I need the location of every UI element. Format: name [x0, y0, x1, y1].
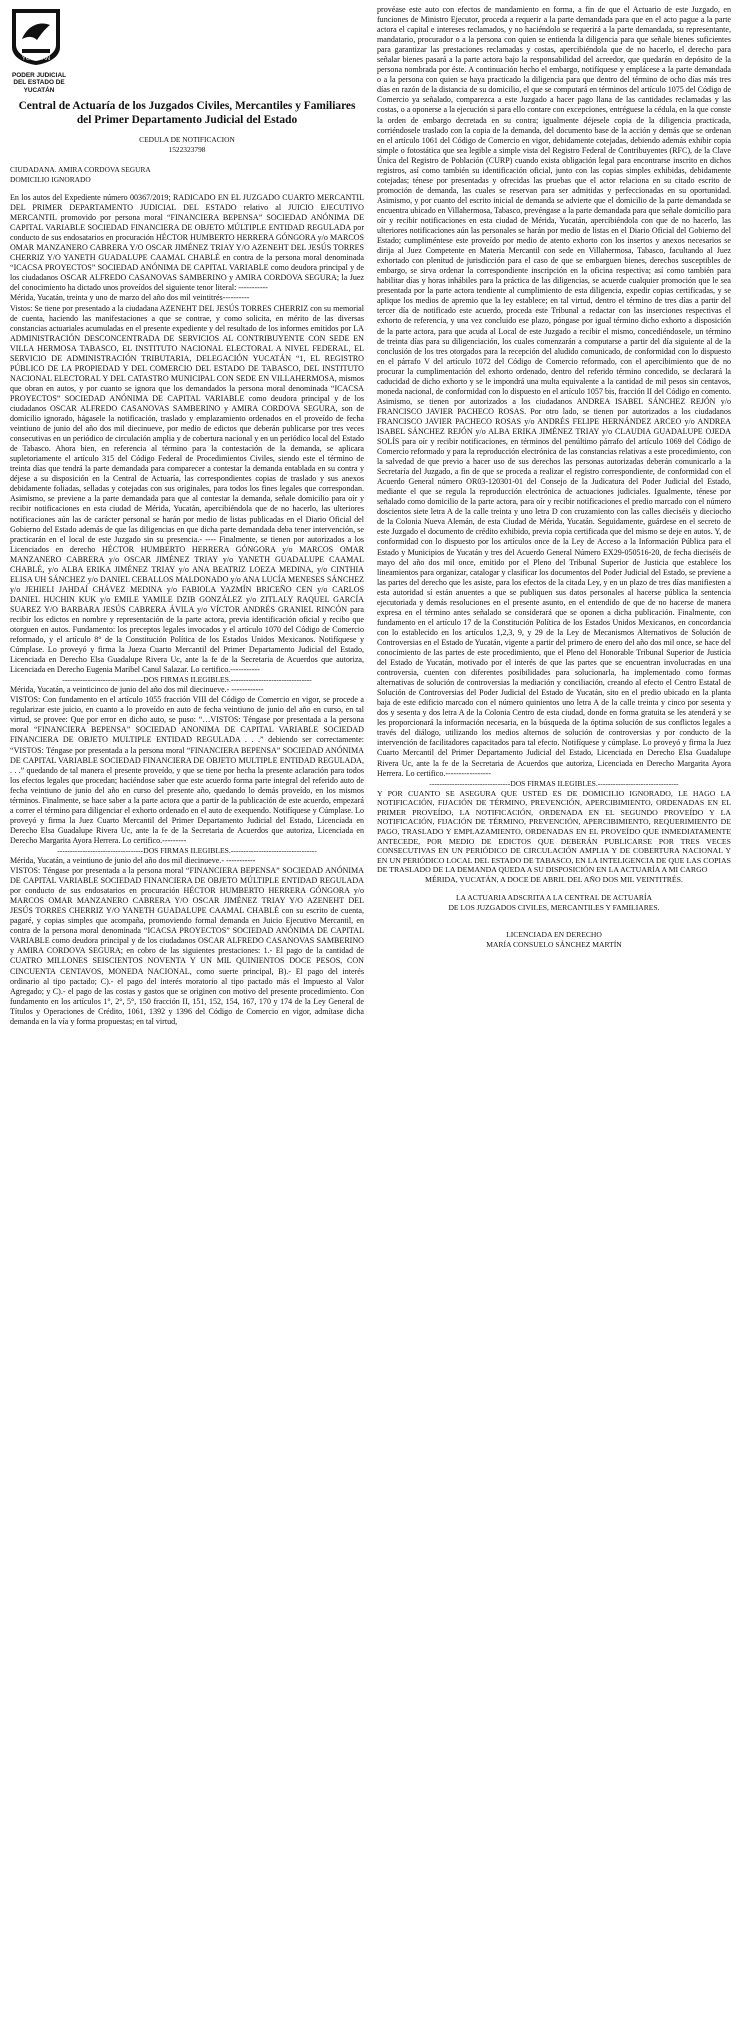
closing-block: [377, 893, 731, 949]
right-column: [377, 5, 731, 949]
closing-line-2: DE LOS JUZGADOS CIVILES, MERCANTILES Y FAMILIARES.: [448, 902, 660, 912]
date-line-2: Mérida, Yucatán, a veinticinco de junio del año dos mil diecinueve.- ------------: [10, 685, 264, 695]
state-seal-logo: [6, 5, 66, 67]
cedula-block: [10, 135, 364, 155]
signature-line-3: --------------------------------DOS FIRMAS ILEGIBLES.--------------------------------: [429, 778, 679, 788]
left-column: [10, 100, 364, 1027]
addressee: CIUDADANA. AMIRA CORDOVA SEGURA: [10, 165, 151, 174]
body-paragraph-3: VISTOS: Téngase por presentada a la persona moral “FINANCIERA BEPENSA” SOCIEDAD ANÓNIMA DE CAPITAL VARIABLE SOCIEDAD FINANCIERA DE OBJETO MÚLTIPLE ENTIDAD REGULADA por conducto de sus endosatarios en procuración HÉCTOR HUMBERTO HERRERA GÓNGORA y/o MARCOS OMAR MANZANERO CABRERA Y/O OSCAR JIMÉNEZ TRIAY Y/O AZENEHT DEL JESÚS TORRES CHERRIZ Y/O YANETH GUADALUPE CAAMAL CHABLÉ con su escrito de cuenta, pagaré, y copias simples que acompaña, promoviendo formal demanda en Juicio Ejecutivo Mercantil, en contra de la persona moral denominada “ICACSA PROYECTOS” SOCIEDAD ANÓNIMA DE CAPITAL VARIABLE como deudora principal y de los ciudadanos OSCAR ALFREDO CASANOVAS SAMBERINO y AMIRA CORDOVA SEGURA; en cobro de las siguientes prestaciones: 1.- El pago de la cantidad de CUATRO MILLONES SEISCIENTOS NOVENTA Y UN MIL QUINIENTOS DOCE PESOS, CON CINCUENTA CENTAVOS, MONEDA NACIONAL, como suerte principal, B).- El pago del interés ordinario al tipo pactado; C).- el pago del interés moratorio al tipo pactado más el Impuesto al Valor Agregado; y C).- el pago de las costas y gastos que se originen con motivo del presente procedimiento. Con fundamento en los artículos 1°, 2°, 5°, 150 fracción II, 151, 152, 154, 167, 170 y 174 de la Ley General de Títulos y Operaciones de Crédito, 1061, 1392 y 1396 del Código de Comercio en vigor, admítase dicha demanda en la vía y forma propuestas; en tal virtud,: [10, 866, 364, 1026]
addressee-block: [10, 165, 364, 185]
document-title: Central de Actuaría de los Juzgados Civiles, Mercantiles y Familiares del Primer Departamento Judicial del Estado: [18, 100, 356, 126]
official-name: MARÍA CONSUELO SÁNCHEZ MARTÍN: [486, 939, 622, 949]
cedula-number: 1522323798: [168, 145, 206, 154]
court-line-1: PODER JUDICIAL: [12, 72, 66, 79]
body-paragraph-1: Vistos: Se tiene por presentado a la ciudadana AZENEHT DEL JESÚS TORRES CHERRIZ con su memorial de cuenta, haciendo las manifestaciones a que se contrae, y como solicita, en mérito de las diversas constancias actuariales acumuladas en el presente expediente y del resultado de los informes emitidos por LA ADMINISTRACIÓN DESCONCENTRADA DE SERVICIOS AL CONTRIBUYENTE CON SEDE EN VILLA HERMOSA TABASCO, EL INSTITUTO NACIONAL ELECTORAL A NIVEL FEDERAL, EL SERVICIO DE ADMINISTRACIÓN TRIBUTARIA, DELEGACIÓN YUCATÁN “1, EL REGISTRO PÚBLICO DE LA PROPIEDAD Y DEL COMERCIO DEL ESTADO DE TABASCO, DEL INSTITUTO NACIONAL ELECTORAL Y DEL CATASTRO MUNICIPAL CON SEDE EN VILLAHERMOSA, mismos que obran en autos, y por cuanto se ignora que los demandados la persona moral denominada “ICACSA PROYECTOS” SOCIEDAD ANÓNIMA DE CAPITAL VARIABLE como deudora principal y de los ciudadanos OSCAR ALFREDO CASANOVAS SAMBERINO y AMIRA CORDOVA SEGURA, son de domicilio ignorado, hágasele la notificación, traslado y emplazamiento ordenados en el proveído de fecha veintiuno de junio del año dos mil diecinueve, por medio de edictos que deberán publicarse por tres veces consecutivas en un periódico de circulación amplia y de cobertura nacional y en un periódico local del Estado de Tabasco. Ahora bien, en referencia al término para la contestación de la demanda, se aplicara supletoriamente el artículo 315 del Código Federal de Procedimientos Civiles, siendo este el término de treinta días que tendrá la parte demandada para comparecer a contestar la demanda entablada en su contra y déjese a su disposición en la Central de Actuaría, las correspondientes copias de traslado y sus anexos debidamente foliadas, selladas y cotejadas con sus originales, para todos los fines legales que correspondan. Asimismo, se previene a la parte demandada para que al contestar la demanda, señale domicilio para oír y recibir notificaciones en esta ciudad de Mérida, Yucatán, apercibiéndola que de no hacerlo, las ulteriores notificaciones aún las de carácter personal se harán por medio de listas publicadas en el Diario Oficial del Gobierno del Estado además de que las diligencias en que dicha parte demandada deba tener intervención, se practicarán en el local de este Juzgado sin su presencia.- ---- Finalmente, se tienen por autorizados a los Licenciados en derecho HÉCTOR HUMBERTO HERRERA GÓNGORA y/o MARCOS OMAR MANZANERO CABRERA y/o OSCAR JIMÉNEZ TRIAY y/o YANETH GUADALUPE CAAMAL CHABLÉ, y/o ALBA ERIKA JIMÉNEZ TRIAY y/o ANA BEATRIZ LOEZA MEDINA, y/o CINTHIA ELISA UH SÁNCHEZ y/o DANIEL CEBALLOS MALDONADO y/o ANA LUCÍA MENESES SÁNCHEZ y/o JEHIELI JAHDAÍ CHÁVEZ MEDINA y/o FABIOLA YAZMÍN BRICEÑO CEN y/o CARLOS DANIEL HUCHIN KUK y/o EMILE YAMILE DZIB GONZÁLEZ y/o ZITLALY RAQUEL GARCÍA SUAREZ Y/O BARBARA JESÚS CABRERA ÁVILA y/o VÍCTOR ANDRÉS GRANIEL RINCÓN para recibir los edictos en nombre y representación de la parte actora, previa identificación oficial y recibo que otorguen en autos. Fundamento: los preceptos legales invocados y el artículo 1070 del Código de Comercio reformado, y el artículo 8° de la Constitución Política de los Estados Unidos Mexicanos. Notifíquese y Cúmplase. Lo proveyó y firma la Jueza Cuarto Mercantil del Primer Departamento Judicial del Estado, Licenciada en Derecho Elsa Guadalupe Rivera Uc, ante la fe de la Secretaria de Acuerdos que autoriza, Licenciada en Derecho Eugenia Maribel Canul Salazar. Lo certifico.-----------: [10, 303, 364, 675]
date-line-1: Mérida, Yucatán, treinta y uno de marzo del año dos mil veintitrés----------: [10, 293, 250, 303]
case-intro-paragraph: En los autos del Expediente número 00367/2019; RADICADO EN EL JUZGADO CUARTO MERCANTIL DEL PRIMER DEPARTAMENTO JUDICIAL DEL ESTADO relativo al JUICIO EJECUTIVO MERCANTIL promovido por persona moral “FINANCIERA BEPENSA” SOCIEDAD ANÓNIMA DE CAPITAL VARIABLE SOCIEDAD FINANCIERA DE OBJETO MÚLTIPLE ENTIDAD REGULADA por conducto de sus endosatarios en procuración HÉCTOR HUMBERTO HERRERA GÓNGORA y/o MARCOS OMAR MANZANERO CABRERA Y/O OSCAR JIMÉNEZ TRIAY Y/O AZENEHT DEL JESÚS TORRES CHERRIZ Y/O YANETH GUADALUPE CAAMAL CHABLÉ en contra de la persona moral denominada “ICACSA PROYECTOS” SOCIEDAD ANÓNIMA DE CAPITAL VARIABLE como deudora principal y de los ciudadanos OSCAR ALFREDO CASANOVAS SAMBERINO y AMIRA CORDOVA SEGURA; la Juez del conocimiento ha dictado unos proveídos del siguiente tenor literal: -----------: [10, 193, 364, 293]
date-line-3: Mérida, Yucatán, a veintiuno de junio del año dos mil diecinueve.- -----------: [10, 856, 256, 865]
notification-statement: Y POR CUANTO SE ASEGURA QUE USTED ES DE DOMICILIO IGNORADO, LE HAGO LA NOTIFICACIÓN, FIJACIÓN DE TÉRMINO, PREVENCIÓN, APERCIBIMIENTO, ORDENADAS EN EL PRIMER PROVEÍDO, LA NOTIFICACIÓN, ORDENADA EN EL SEGUNDO PROVEÍDO Y LA NOTIFICACIÓN, FIJACIÓN DE TÉRMINO, PREVENCIÓN, APERCIBIMIENTO, REQUERIMIENTO DE PAGO, TRASLADO Y EMPLAZAMIENTO, ORDENADAS EN EL PROVEÍDO QUE INMEDIATAMENTE ANTECEDE, POR MEDIO DE EDICTOS QUE DEBERÁN PUBLICARSE POR TRES VECES CONSECUTIVAS EN UN PERIÓDICO DE CIRCULACIÓN AMPLIA Y DE COBERTURA NACIONAL Y EN UN PERIÓDICO LOCAL DEL ESTADO DE TABASCO, EN LA INTELIGENCIA DE QUE LAS COPIAS DE TRASLADO DE LA DEMANDA QUEDA A SU DISPOSICIÓN EN LA ACTUARÍA A MI CARGO: [377, 788, 731, 875]
official-title: LICENCIADA EN DERECHO: [506, 930, 602, 940]
court-line-3: YUCATÁN: [23, 86, 55, 94]
right-body-paragraph: provéase este auto con efectos de mandamiento en forma, a fin de que el Actuario de este Juzgado, en funciones de Ministro Ejecutor, proceda a requerir a la parte demandada para que en el acto pague a la parte actora el capital e intereses reclamados, y no haciéndolo se requerirá a la parte demandada, su representante, mandatario, procurador o a la persona con quien se entienda la diligencia para que señale bienes suficientes para garantizar las prestaciones reclamadas y costas, apercibiéndola que de no hacerlo, el derecho para señalar bienes pasará a la parte actora bajo la responsabilidad del acreedor, que quedarán en depósito de la persona nombrada por éste. A continuación hecho el embargo, notifíquese y emplácese a la parte demandada o a la persona con quien se haya practicado la diligencia para que dentro del término de ocho días más tres días en razón de la distancia de su domicilio, el que se computará en términos del artículo 1075 del Código de Comercio ya señalado, comparezca a este Juzgado a hacer pago llana de las cantidades reclamadas y las costas, o a oponerse a la ejecución si para ello contare con excepciones, entréguese la cédula, en la que conste la orden de embargo decretada en su contra; igualmente déjesele copia de la diligencia practicada, corriéndosele traslado con la copia de la demanda, del documento base de la acción y demás que se ordenan en el artículo 1061 del Código de Comercio en vigor, debidamente cotejadas, debiendo además exhibir copia simple o fotostática que sea legible a simple vista del Registro Federal de Contribuyentes (RFC), de la Clave Única del Registro de Población (CURP) cuando exista obligación legal para encontrarse inscrito en dichos registros, así como también su identificación oficial, junto con las copias simples exhibidas, debidamente cotejadas; ténese por presentadas y ofrecidas las pruebas que el actor relaciona en su citado escrito de promoción de demanda, las cuales se reservan para ser admitidas y perfeccionadas en su oportunidad. Asimismo, y por cuanto del escrito inicial de demanda se advierte que el domicilio de la parte demandada se encuentra ubicado en Villahermosa, Tabasco, prevéngase a la parte demandada para que señale domicilio para oír y recibir notificaciones en esta ciudad de Mérida, Yucatán, apercibiéndola con que de no hacerlo, las ulteriores notificaciones aún las personales se harán por medio de listas en el Diario Oficial del Gobierno del Estado; cumpliméntese este proveído por medio de atento exhorto con los insertos y anexos necesarios se dirija al Juez Competente en Materia Mercantil con sede en Villahermosa, Tabasco, facultando al Juez exhortado con plenitud de jurisdicción para el caso de que se embarguen bienes, derechos susceptibles de embargo, se sirva ordenar la correspondiente inscripción en la oficina respectiva; así como también para habilitar días y horas inhábiles para la práctica de las diligencias, se acuerde cualquier promoción que le sea presentada por la parte actora tendiente al cumplimiento de esta diligencia, expedir copias certificadas, y se aplique los medios de apremio que la ley establece; en tal virtud, dentro el término de tres días a partir del tercer día de notificado este acuerdo, proceda este Tribunal a redactar con las inserciones respectivas el exhorto de referencia, y una vez concluido ese plazo, póngase por igual término dicho exhorto a disposición de la parte actora, para que acuda al Local de este Juzgado a recibir el mismo, concediéndosele, un término de treinta días para su diligenciación, los cuales comenzarán a computarse a partir del día siguiente al de la conclusión de los tres otorgados para la recepción del aludido comunicado, de conformidad con lo dispuesto en el párrafo V del artículo 1072 del Código de Comercio reformado, con el apercibimiento que de no procurar la cumplimentación del exhorto ordenado, dentro del referido término concedido, se declarará la caducidad de dicho exhorto y se le impondrá una multa equivalente a la cantidad de mil pesos sin centavos, moneda nacional, de conformidad con lo dispuesto en el artículo 1057 bis, fracción II del Código en comento. Asimismo, se tienen por autorizados a los ciudadanos ANDREA ISABEL SÁNCHEZ REJÓN y/o FRANCISCO JAVIER PACHECO ROSAS. Por otro lado, se tienen por autorizados a los ciudadanos FRANCISCO JAVIER PACHECO ROSAS y/o ANDRÉS FELIPE HERNÁNDEZ ARCEO y/o ANDREA ISABEL SÁNCHEZ REJÓN y/o ALBA ERIKA JIMÉNEZ TRIAY y/o CLAUDIA GUADALUPE OJEDA SOLÍS para oír y recibir notificaciones, en términos del penúltimo párrafo del artículo 1069 del Código de Comercio reformado y para la reproducción electrónica de las constancias relativas a este procedimiento, con la salvedad de que previo a hacer uso de sus derechos las personas autorizadas deberán comunicarlo a la Secretaría del Juzgado, a fin de que se proceda a realizar el registro correspondiente, de conformidad con el Acuerdo General número OR03-120301-01 del Consejo de la Judicatura del Poder Judicial del Estado, mediante el que se regula la reproducción electrónica de actuaciones judiciales. Igualmente, ténese por señalado como domicilio de la parte actora, para oír y recibir notificaciones el predio marcado con el número doscientos siete letra A de la calle treinta y uno letra D con cruzamiento con las calles dieciséis y dieciocho de la Colonia Nueva Alemán, de esta Ciudad de Mérida, Yucatán. Seguidamente, guárdese en el secreto de este Juzgado el documento de crédito exhibido, previa copia certificada que del mismo se deje en autos. Y, de conformidad con lo dispuesto por los artículos once de la Ley de Acceso a la Información Pública para el Estado y Municipios de Yucatán y tres del Acuerdo General Número EX29-050516-20, de fecha dieciséis de mayo del año dos mil once, emitido por el Pleno del Tribunal Superior de Justicia que establece los lineamientos para organizar, catalogar y clasificar los documentos del Poder Judicial del Estado, se previene a las partes del derecho que les asiste, para los efectos de la citada Ley, y en un plazo de tres días manifiesten a esta autoridad sí están anuentes a que se publiquen sus datos personales al hacerse pública la sentencia ejecutoriada y demás resoluciones en el presente asunto, en el entendido de que de no hacerse de manera expresa en el término antes señalado se considerará que se oponen a dicha publicación. Finalmente, con fundamento en el artículo 17 de la Constitución Política de los Estados Unidos Mexicanos, en concordancia con lo establecido en los artículos 1,2,3, 9, y 29 de la Ley de Mecanismos Alternativos de Solución de Controversias en el Estado de Yucatán, vigente a partir del primero de enero del año dos mil once, se hace del conocimiento de las partes de este procedimiento, que el Pleno del Honorable Tribunal Superior de Justicia del Estado de Yucatán, motivado por el interés de que las partes que se encuentran involucradas en una controversia, cuenten con diferentes posibilidades para solucionarla, ha implementado como formas alternativas de solución de controversias la mediación y conciliación, creando al efecto el Centro Estatal de Solución de Controversias del Poder Judicial del Estado de Yucatán, sito en el predio ubicado en la planta baja de este edificio marcado con el número quinientos uno letra A de la calle treinta y cinco por sesenta y dos y sesenta y dos letra A de la Colonia Centro de esta ciudad, donde en forma gratuita se les atenderá y se les proporcionará la información necesaria, en la búsqueda de la óptima solución de sus conflictos legales a través del diálogo, utilizando los medios alternos de solución de controversias y por conducto de la intervención de facilitadores capacitados para tal efecto. Notifíquese y cúmplase. Lo proveyó y firma la Juez Cuarto Mercantil del Primer Departamento Judicial del Estado, Licenciada en Derecho Elsa Guadalupe Rivera Uc, ante la fe de la Secretaria de Acuerdos que autoriza, Licenciada en Derecho Margarita Ayora Herrera. Lo certifico.-----------------: [377, 5, 731, 778]
court-name: [4, 72, 74, 94]
court-line-2: DEL ESTADO DE: [13, 79, 65, 87]
body-paragraph-2: VISTOS: Con fundamento en el artículo 1055 fracción VIII del Código de Comercio en vigor, se procede a regularizar este juicio, en cuanto a lo proveído en auto de fecha veintiuno de junio del año en curso, en tal virtud, se provee: Que por error en dicho auto, se puso: “…VISTOS: Téngase por presentada a la persona moral “FINANCIERA BEPENSA” SOCIEDAD ANONIMA DE CAPITAL VARIABLE SOCIEDAD FINANCIERA DE OBJETO MULTIPLE ENTIDAD REGULADA . . .” debiendo ser correctamente: “VISTOS: Téngase por presentada a la persona moral “FINANCIERA BEPENSA” SOCIEDAD ANÓNIMA DE CAPITAL VARIABLE SOCIEDAD FINANCIERA DE OBJETO MULTIPLE ENTIDAD REGULADA, . . .” quedando de tal manera el presente proveído, y que se tiene por hecha la presente aclaración para todos los efectos legales que procedan; haciéndose saber que este acuerdo forma parte integral del referido auto de fecha veintiuno de junio del año en curso del presente año, quedando lo demás proveído, en los mismos términos. Finalmente, se hace saber a la parte actora que a partir de la publicación de este acuerdo, empezará a correr el término para diligenciar el exhorto ordenado en el auto de exequendo. Notifíquese y Cúmplase. Lo proveyó y firma la Juez Cuarto Mercantil del Primer Departamento Judicial del Estado, Licenciada en Derecho Elsa Guadalupe Rivera Uc, ante la fe de la Secretaria de Acuerdos que autoriza, Licenciada en Derecho Margarita Ayora Herrera. Lo certifico.---------: [10, 695, 364, 845]
cedula-label: CEDULA DE NOTIFICACION: [139, 135, 235, 144]
signature-line-1: --------------------------------DOS FIRMAS ILEGIBLES.--------------------------------: [62, 675, 312, 685]
svg-text:YUCATÁN: YUCATÁN: [21, 56, 51, 62]
closing-line-1: LA ACTUARIA ADSCRITA A LA CENTRAL DE ACTUARÍA: [456, 892, 652, 902]
signature-line-2: ----------------------------------DOS FIRMAS ILEGIBLES.----------------------------------: [57, 846, 317, 855]
issue-date: MÉRIDA, YUCATÁN, A DOCE DE ABRIL DEL AÑO DOS MIL VEINTITRÉS.: [425, 874, 683, 884]
domicile: DOMICILIO IGNORADO: [10, 175, 91, 184]
